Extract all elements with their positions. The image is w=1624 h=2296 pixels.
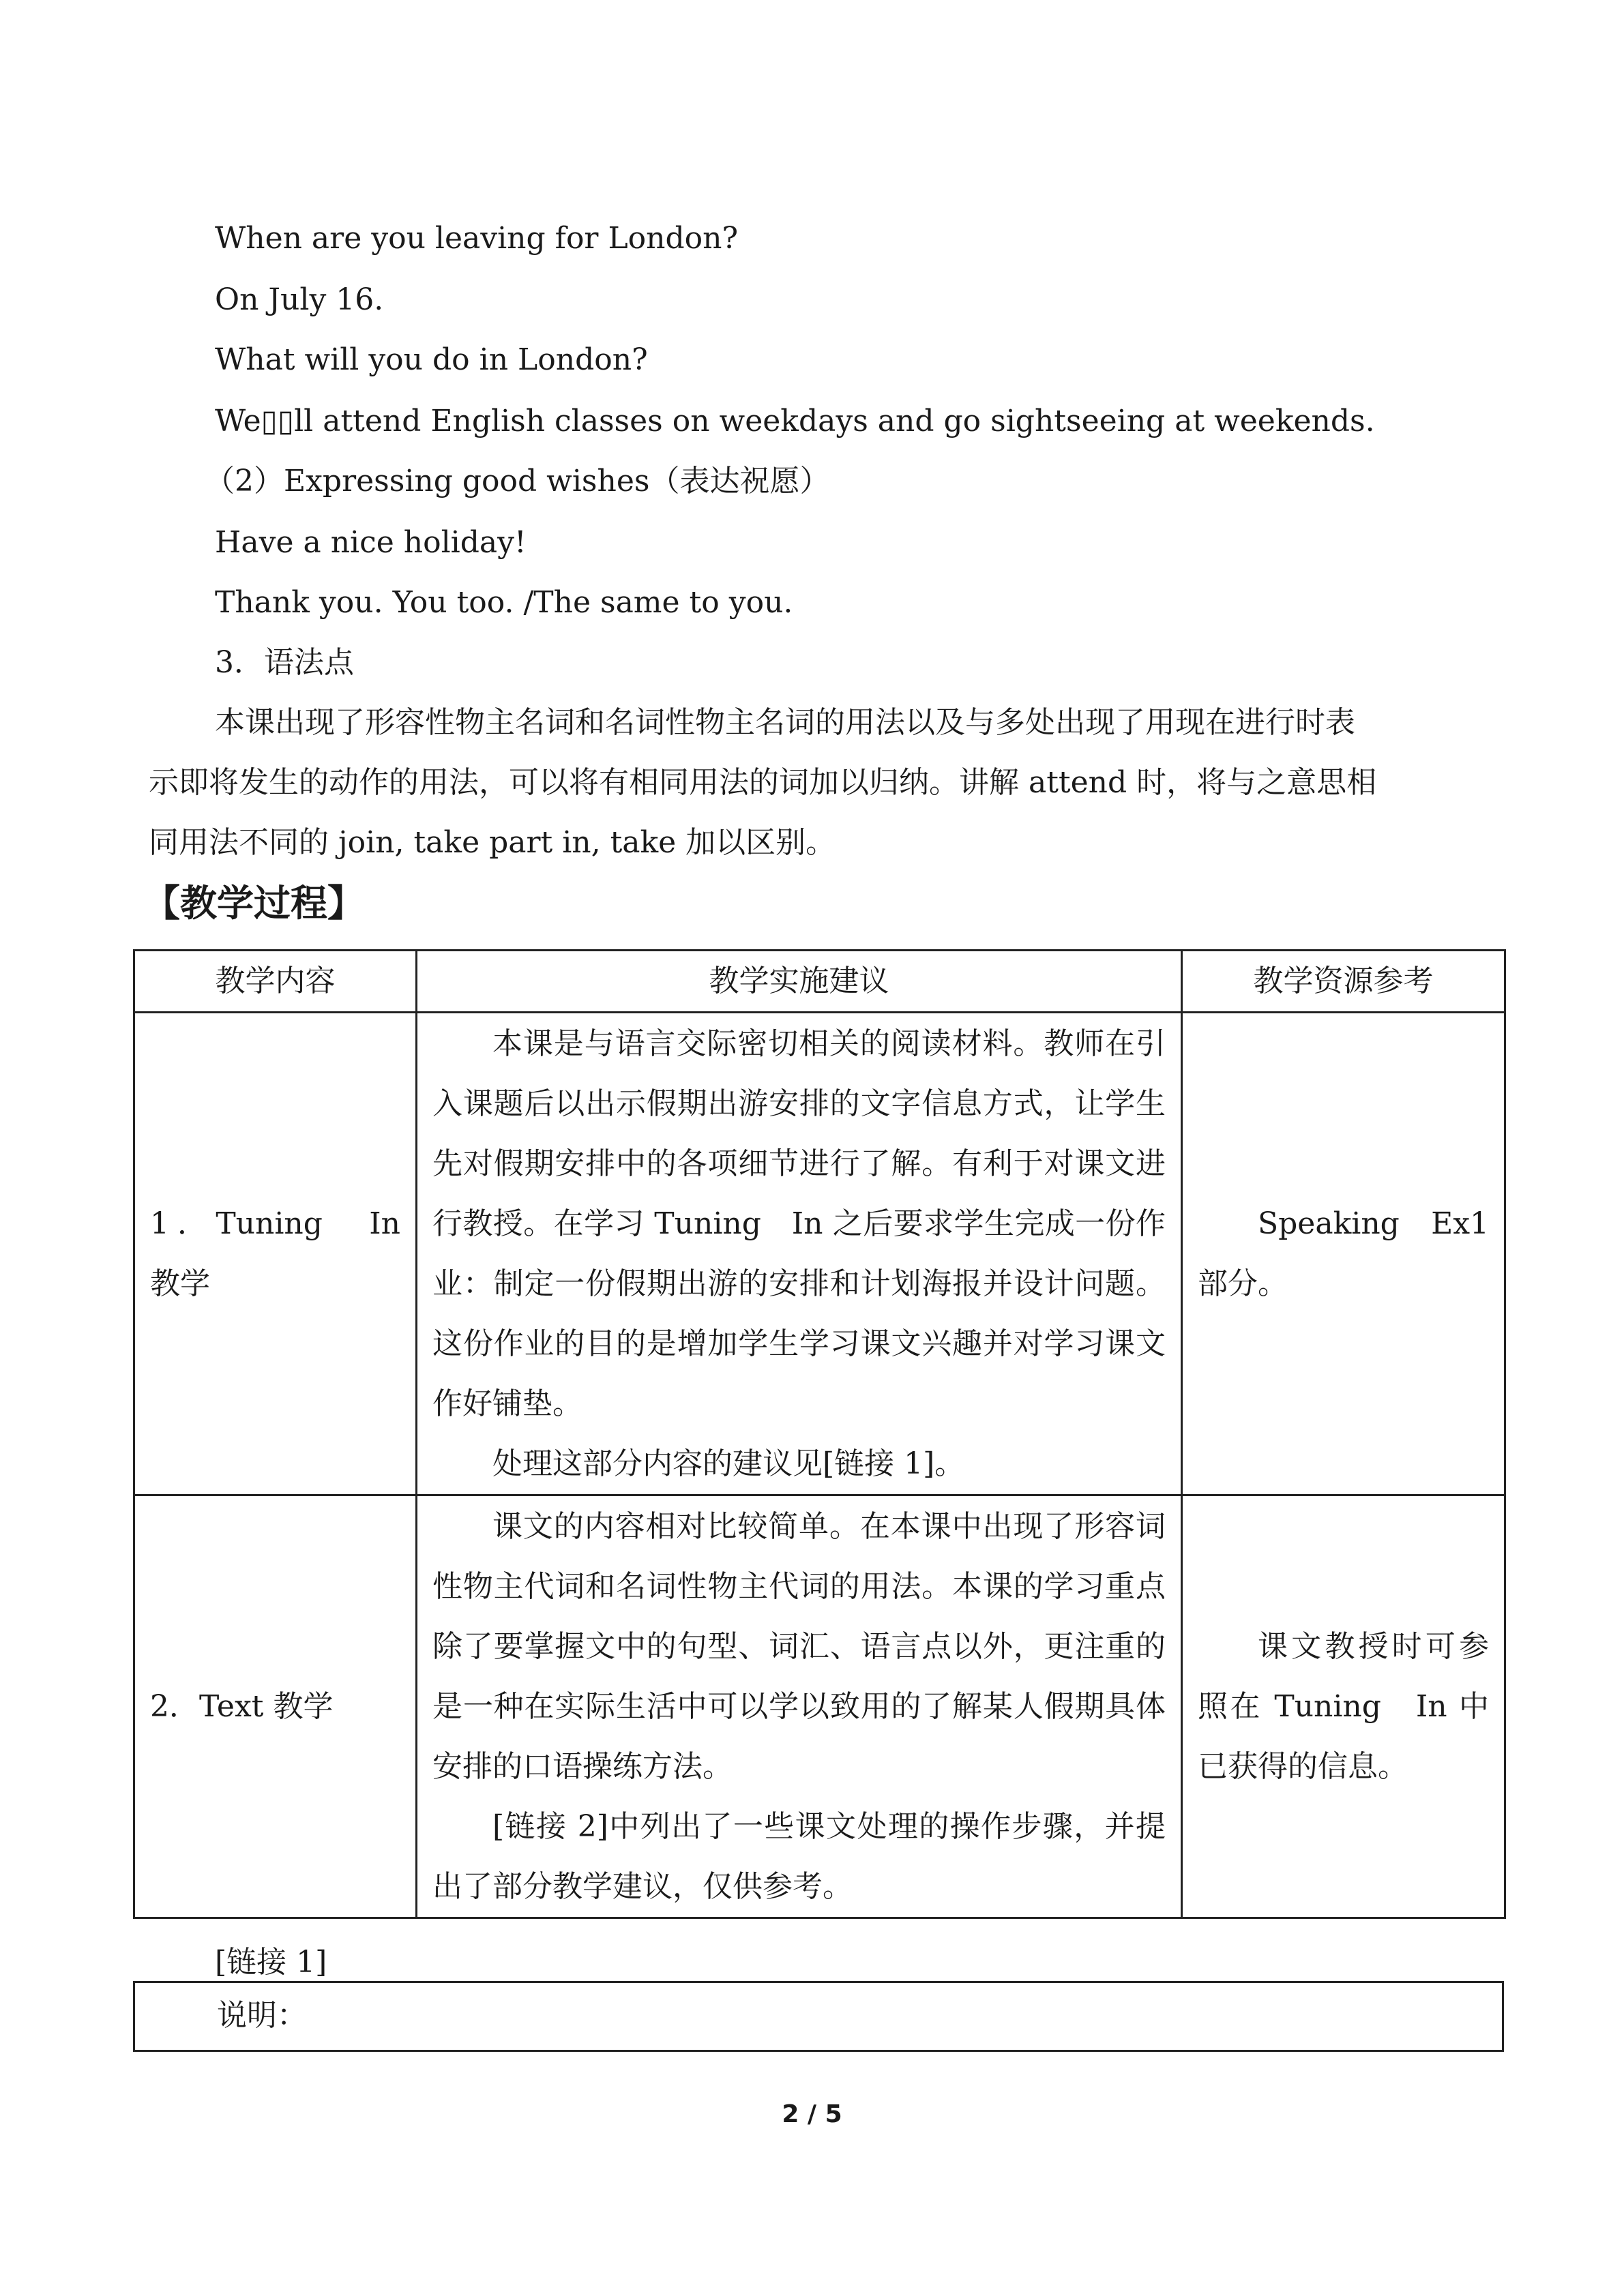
link-1-label: [链接 1] <box>215 1945 327 1980</box>
row-1-suggestion-p1: 本课是与语言交际密切相关的阅读材料。教师在引入课题后以出示假期出游安排的文字信息方式，让学生先对假期安排中的各项细节进行了解。有利于对课文进行教授。在学习 Tuning In 之后要求学生完成一份作业：制定一份假期出游的安排和计划海报并设计问题。这份作业的目的是增加学生学习课文兴趣并对学习课文作好铺垫。 <box>432 1026 1166 1421</box>
dialogue-2-line-1: Have a nice holiday! <box>215 525 527 560</box>
row-1-content: 1．Tuning In 教学 <box>134 1013 417 1495</box>
page-number: 2 / 5 <box>782 2100 842 2128</box>
row-2-suggestion-p1: 课文的内容相对比较简单。在本课中出现了形容词性物主代词和名词性物主代词的用法。本课的学习重点除了要掌握文中的句型、词汇、语言点以外，更注重的是一种在实际生活中可以学以致用的了解某人假期具体安排的口语操练方法。 <box>432 1508 1166 1784</box>
note-label: 说明： <box>217 1998 307 2033</box>
teaching-process-heading: 【教学过程】 <box>143 882 364 925</box>
row-1-resource: Speaking Ex1 部分。 <box>1182 1013 1505 1495</box>
dialogue-2-line-2: Thank you. You too. /The same to you. <box>215 585 793 620</box>
row-2-suggestion <box>417 1495 1182 1918</box>
note-box <box>133 1981 1504 2052</box>
row-2-content: 2．Text 教学 <box>134 1495 417 1918</box>
row-1-suggestion-p2: 处理这部分内容的建议见[链接 1]。 <box>492 1446 965 1481</box>
row-1-suggestion <box>417 1013 1182 1495</box>
teaching-process-table <box>133 949 1506 1919</box>
table-header-row <box>134 951 1505 1013</box>
grammar-para-line-3: 同用法不同的 join, take part in, take 加以区别。 <box>149 825 836 860</box>
grammar-para-line-1: 本课出现了形容性物主名词和名词性物主名词的用法以及与多处出现了用现在进行时表 <box>215 705 1355 740</box>
row-2-resource: 课文教授时可参照在 Tuning In 中已获得的信息。 <box>1182 1495 1505 1918</box>
header-suggestion: 教学实施建议 <box>417 951 1182 1013</box>
dialogue-line-1: When are you leaving for London? <box>215 221 739 256</box>
dialogue-line-4: We▯▯ll attend English classes on weekdays and go sightseeing at weekends. <box>215 404 1375 438</box>
dialogue-line-2: On July 16. <box>215 282 384 317</box>
header-content: 教学内容 <box>134 951 417 1013</box>
grammar-para-line-2: 示即将发生的动作的用法，可以将有相同用法的词加以归纳。讲解 attend 时，将与之意思相 <box>149 765 1377 800</box>
section-2-title: （2）Expressing good wishes（表达祝愿） <box>205 464 830 498</box>
row-2-suggestion-p2: [链接 2]中列出了一些课文处理的操作步骤，并提出了部分教学建议，仅供参考。 <box>432 1808 1166 1904</box>
table-row <box>134 1495 1505 1918</box>
header-resource: 教学资源参考 <box>1182 951 1505 1013</box>
section-3-title: 3．语法点 <box>215 645 354 680</box>
dialogue-line-3: What will you do in London? <box>215 342 648 377</box>
table-row <box>134 1013 1505 1495</box>
